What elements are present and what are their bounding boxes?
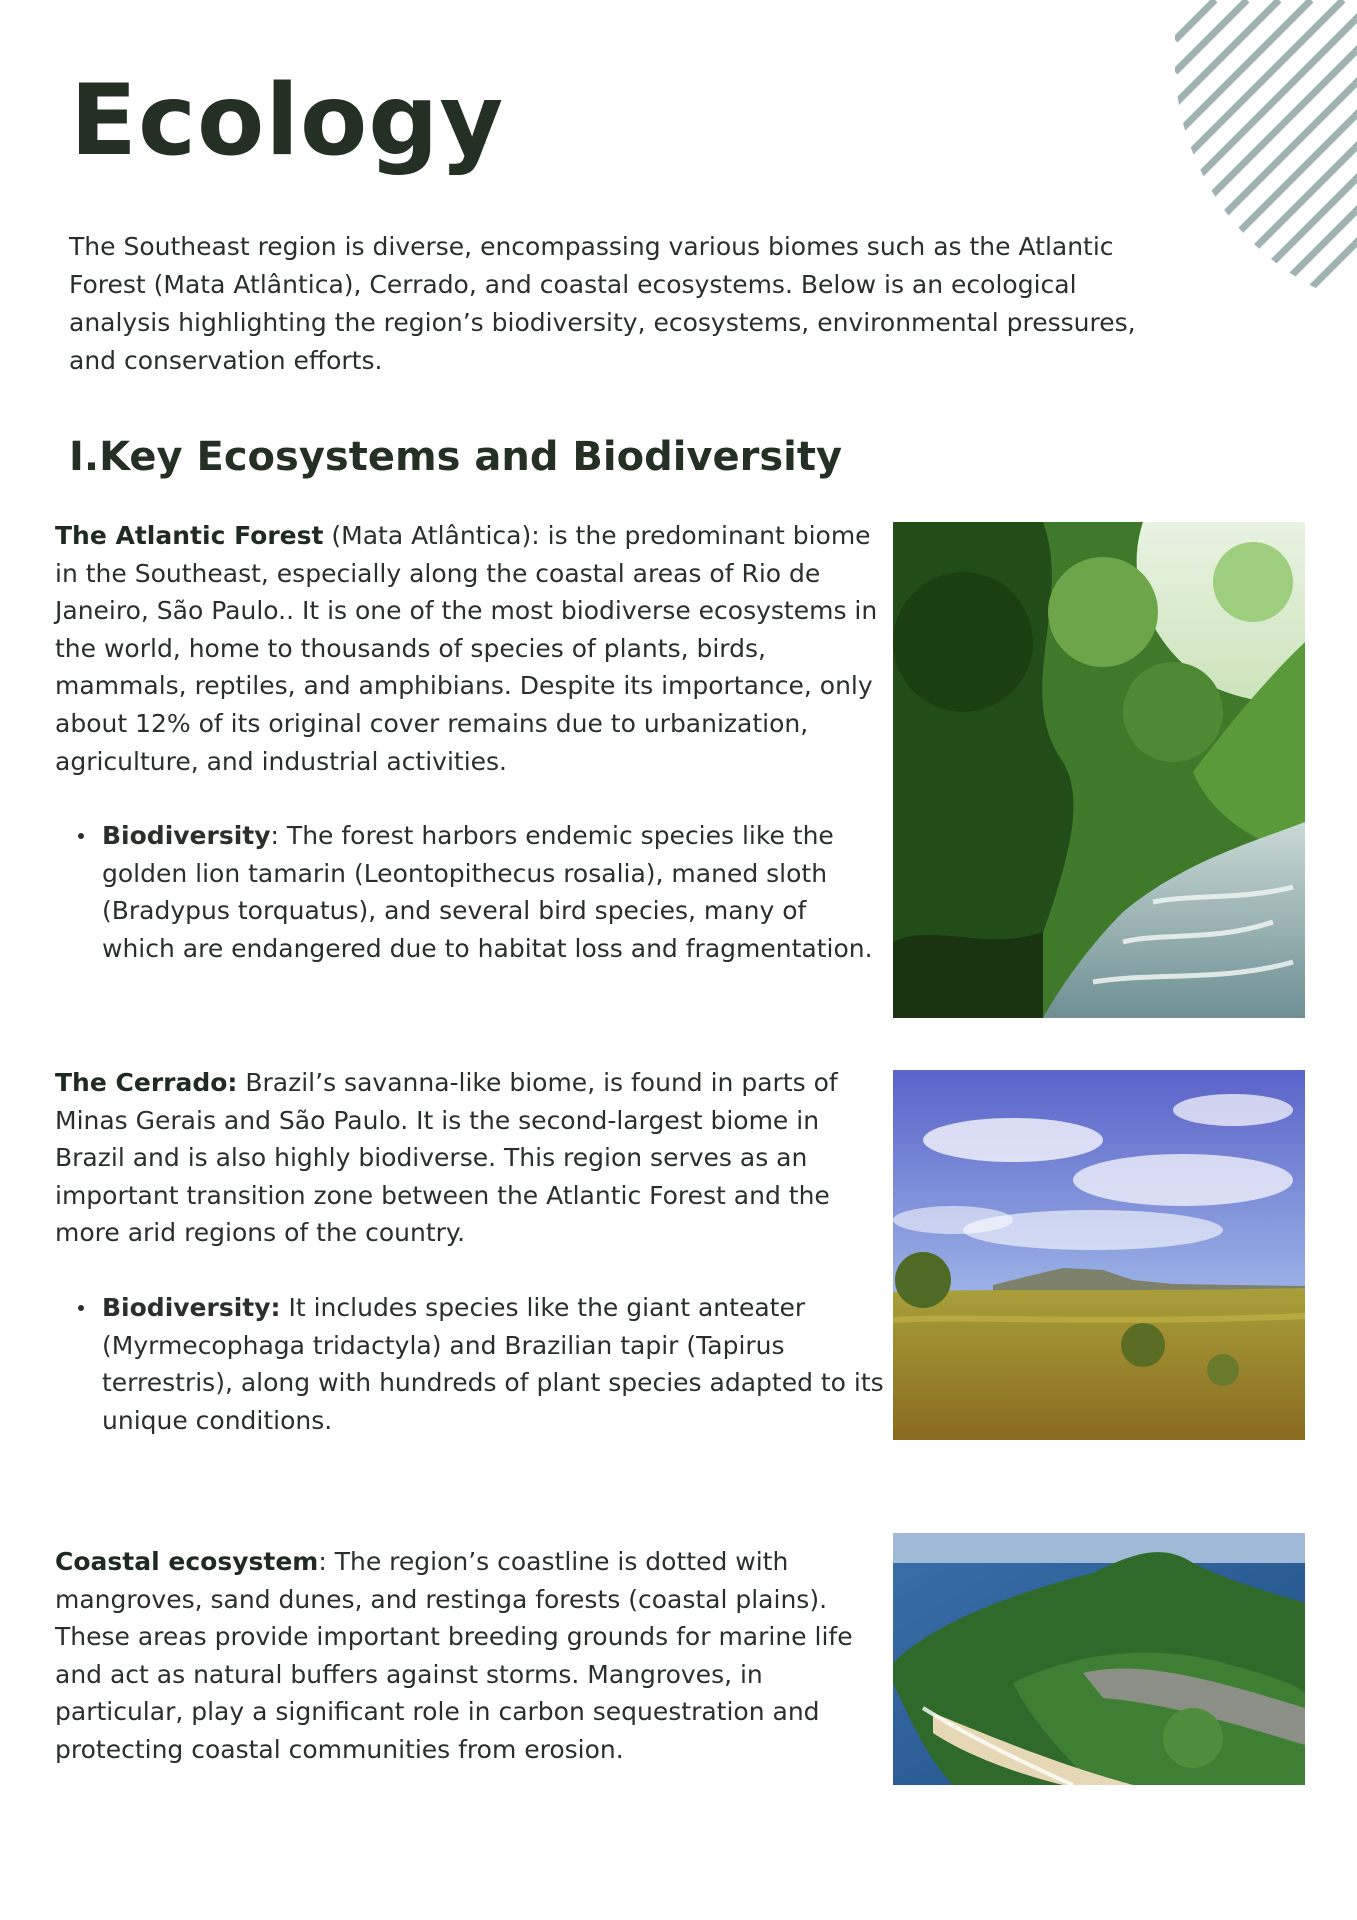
page-title: Ecology: [70, 64, 505, 178]
coastal-paragraph: [55, 1543, 885, 1769]
forest-river-photo: [893, 522, 1305, 1018]
cerrado-bullets: [55, 1289, 885, 1439]
atlantic-forest-bullets: [55, 817, 885, 967]
intro-paragraph: The Southeast region is diverse, encompassing various biomes such as the Atlantic Forest (Mata Atlântica), Cerrado, and coastal ecosystems. Below is an ecological analysis highlighting the region’s biodiversity, ecosystems, environmental pressures, and conservation efforts.: [69, 232, 1136, 375]
cerrado-text: Brazil’s savanna-like biome, is found in parts of Minas Gerais and São Paulo. It is the second-largest biome in Brazil and is also highly biodiverse. This region serves as an important transition zone between the Atlantic Forest and the more arid regions of the country.: [55, 1068, 838, 1248]
bullet-lead: Biodiversity:: [102, 1292, 281, 1322]
atlantic-forest-text: (Mata Atlântica): is the predominant biome in the Southeast, especially along the coastal areas of Rio de Janeiro, São Paulo.. It is one of the most biodiverse ecosystems in the world, home to thousands of species of plants, birds, mammals, reptiles, and amphibians. Despite its importance, only about 12% of its original cover remains due to urbanization, agriculture, and industrial activities.: [55, 521, 878, 776]
coastal-text: : The region’s coastline is dotted with mangroves, sand dunes, and restinga forests (coastal plains). These areas provide important breeding grounds for marine life and act as natural buffers against storms. Mangroves, in particular, play a significant role in carbon sequestration and protecting coastal communities from erosion.: [55, 1547, 853, 1764]
atlantic-forest-section: [55, 517, 885, 968]
section-heading: I.Key Ecosystems and Biodiversity: [69, 434, 843, 480]
cerrado-lead: The Cerrado:: [55, 1068, 238, 1097]
atlantic-forest-lead: The Atlantic Forest: [55, 521, 324, 550]
coastal-section: [55, 1543, 885, 1769]
coastal-lead: Coastal ecosystem: [55, 1547, 319, 1576]
atlantic-forest-paragraph: [55, 517, 885, 780]
cerrado-paragraph: [55, 1064, 885, 1252]
savanna-landscape-photo: [893, 1070, 1305, 1440]
bullet-text: It includes species like the giant anteater (Myrmecophaga tridactyla) and Brazilian tapir (Tapirus terrestris), along with hundreds of plant species adapted to its unique conditions.: [102, 1292, 884, 1435]
list-item: [102, 1289, 885, 1439]
bullet-text: : The forest harbors endemic species like the golden lion tamarin (Leontopithecus rosalia), maned sloth (Bradypus torquatus), and several bird species, many of which are endangered due to habitat loss and fragmentation.: [102, 821, 873, 963]
cerrado-section: [55, 1064, 885, 1439]
diagonal-stripes-decoration: [1175, 0, 1357, 305]
coastline-aerial-photo: [893, 1533, 1305, 1785]
list-item: [102, 817, 885, 967]
bullet-lead: Biodiversity: [102, 821, 271, 851]
